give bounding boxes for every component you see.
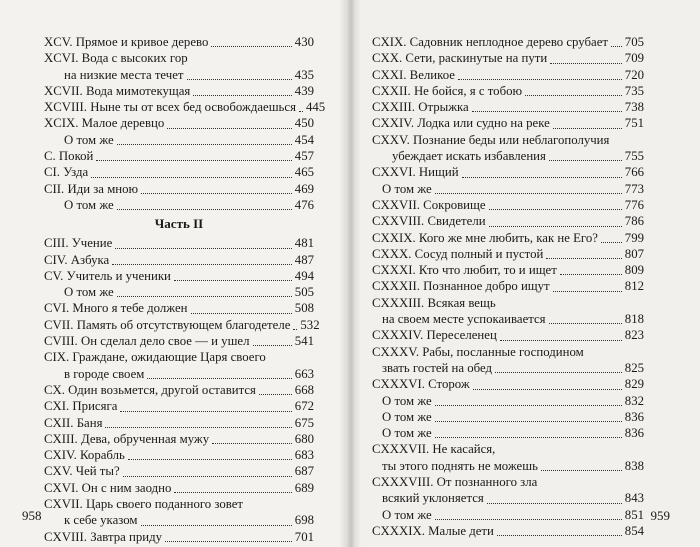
toc-entry-page-number: 836 bbox=[624, 409, 644, 424]
toc-dot-leader bbox=[112, 263, 292, 265]
toc-entry bbox=[372, 441, 644, 457]
toc-entry-title: CXXIII. Отрыжка bbox=[372, 100, 469, 115]
toc-entry-title: CXVII. Царь своего поданного зовет bbox=[44, 497, 244, 512]
toc-entry-page-number: 454 bbox=[294, 132, 314, 147]
toc-entry bbox=[372, 474, 644, 490]
toc-entry bbox=[372, 197, 644, 213]
toc-entry-page-number: 505 bbox=[294, 285, 314, 300]
toc-entry-title: CXV. Чей ты? bbox=[44, 464, 120, 479]
toc-entry-page-number: 476 bbox=[294, 197, 314, 212]
toc-entry-page-number: 773 bbox=[624, 181, 644, 196]
toc-entry-title: CXIV. Корабль bbox=[44, 448, 125, 463]
toc-entry-title: CVIII. Он сделал дело свое — и ушел bbox=[44, 334, 250, 349]
toc-entry bbox=[372, 148, 644, 164]
toc-dot-leader bbox=[435, 192, 622, 194]
toc-entry-page-number: 851 bbox=[624, 507, 644, 522]
toc-entry-title: CI. Узда bbox=[44, 165, 89, 180]
toc-entry-title: XCVII. Вода мимотекущая bbox=[44, 83, 191, 98]
toc-entry-page-number: 541 bbox=[294, 334, 314, 349]
toc-entry-title: О том же bbox=[382, 426, 432, 441]
toc-entry bbox=[44, 366, 314, 382]
toc-entry-title: CXXXVII. Не касайся, bbox=[372, 442, 496, 457]
toc-entry-title: CVI. Много я тебе должен bbox=[44, 301, 188, 316]
toc-entry-title: CXXXI. Кто что любит, то и ищет bbox=[372, 263, 557, 278]
toc-entry-title: CXXVII. Сокровище bbox=[372, 197, 486, 212]
toc-dot-leader bbox=[117, 143, 292, 145]
toc-dot-leader bbox=[96, 159, 291, 161]
toc-entry-title: CXXII. Не бойся, я с тобою bbox=[372, 83, 523, 98]
toc-dot-leader bbox=[141, 192, 292, 194]
toc-entry-page-number: 445 bbox=[305, 100, 326, 115]
toc-dot-leader bbox=[525, 94, 622, 96]
toc-dot-leader bbox=[462, 176, 622, 178]
toc-entry-title: звать гостей на обед bbox=[382, 360, 493, 375]
toc-entry-title: ты этого поднять не можешь bbox=[382, 458, 538, 473]
toc-entry-title: XCIX. Малое деревцо bbox=[44, 116, 165, 131]
toc-entry bbox=[372, 34, 644, 50]
toc-entry-page-number: 720 bbox=[624, 67, 644, 82]
toc-entry-page-number: 807 bbox=[624, 246, 644, 261]
toc-entry-title: на своем месте успокаивается bbox=[382, 312, 546, 327]
toc-entry bbox=[372, 311, 644, 327]
toc-entry-page-number: 755 bbox=[624, 149, 644, 164]
toc-dot-leader bbox=[174, 491, 291, 493]
toc-entry bbox=[372, 50, 644, 66]
toc-entry-title: О том же bbox=[382, 181, 432, 196]
toc-entry bbox=[44, 512, 314, 528]
toc-dot-leader bbox=[120, 410, 291, 412]
toc-dot-leader bbox=[553, 290, 622, 292]
toc-entry-title: CXXV. Познание беды или неблагополучия bbox=[372, 132, 610, 147]
toc-dot-leader bbox=[549, 322, 622, 324]
part-heading: Часть II bbox=[154, 216, 204, 232]
toc-entry bbox=[372, 507, 644, 523]
toc-entry-title: CXII. Баня bbox=[44, 415, 103, 430]
toc-entry bbox=[44, 83, 314, 99]
toc-entry-title: в городе своем bbox=[64, 366, 145, 381]
toc-entry bbox=[372, 99, 644, 115]
toc-dot-leader bbox=[147, 377, 291, 379]
toc-entry bbox=[372, 327, 644, 343]
toc-entry bbox=[44, 317, 320, 333]
toc-dot-leader bbox=[167, 127, 292, 129]
toc-entry-page-number: 439 bbox=[294, 83, 314, 98]
toc-entry-title: CXXIV. Лодка или судно на реке bbox=[372, 116, 550, 131]
toc-entry-page-number: 435 bbox=[294, 67, 314, 82]
left-toc-part-two bbox=[44, 235, 320, 545]
toc-dot-leader bbox=[435, 436, 622, 438]
toc-entry bbox=[44, 235, 314, 251]
toc-entry-title: О том же bbox=[64, 285, 114, 300]
toc-entry bbox=[44, 398, 314, 414]
toc-entry bbox=[44, 463, 314, 479]
toc-dot-leader bbox=[435, 420, 622, 422]
toc-dot-leader bbox=[259, 393, 292, 395]
toc-entry-page-number: 836 bbox=[624, 426, 644, 441]
toc-entry bbox=[44, 197, 314, 213]
toc-entry bbox=[44, 252, 314, 268]
toc-entry-title: CV. Учитель и ученики bbox=[44, 268, 171, 283]
toc-entry bbox=[44, 268, 314, 284]
toc-entry bbox=[372, 393, 644, 409]
toc-entry-title: на низкие места течет bbox=[64, 67, 184, 82]
toc-entry bbox=[372, 83, 644, 99]
toc-entry bbox=[44, 496, 314, 512]
toc-entry-title: CXXI. Великое bbox=[372, 67, 455, 82]
toc-dot-leader bbox=[211, 45, 291, 47]
toc-dot-leader bbox=[91, 176, 292, 178]
toc-entry-page-number: 680 bbox=[294, 431, 314, 446]
toc-dot-leader bbox=[435, 404, 622, 406]
toc-entry-title: CII. Иди за мною bbox=[44, 181, 139, 196]
toc-entry-page-number: 532 bbox=[300, 317, 320, 332]
toc-dot-leader bbox=[500, 339, 622, 341]
toc-entry-title: всякий уклоняется bbox=[382, 491, 484, 506]
toc-entry-title: CXXXIV. Переселенец bbox=[372, 328, 497, 343]
toc-entry-title: О том же bbox=[382, 507, 432, 522]
toc-entry-title: О том же bbox=[382, 409, 432, 424]
toc-dot-leader bbox=[115, 247, 292, 249]
toc-dot-leader bbox=[541, 469, 622, 471]
toc-dot-leader bbox=[489, 208, 622, 210]
left-page bbox=[0, 0, 348, 547]
toc-entry-page-number: 786 bbox=[624, 214, 644, 229]
toc-dot-leader bbox=[611, 45, 622, 47]
toc-entry-title: CXXIX. Кого же мне любить, как не Его? bbox=[372, 230, 598, 245]
toc-entry-page-number: 829 bbox=[624, 377, 644, 392]
toc-entry-page-number: 825 bbox=[624, 360, 644, 375]
toc-entry-title: CIV. Азбука bbox=[44, 252, 110, 267]
toc-entry bbox=[372, 344, 644, 360]
toc-entry-title: XCV. Прямое и кривое дерево bbox=[44, 35, 209, 49]
toc-dot-leader bbox=[123, 475, 292, 477]
toc-entry-title: CX. Один возьмется, другой оставится bbox=[44, 382, 256, 397]
toc-dot-leader bbox=[253, 344, 292, 346]
toc-entry-page-number: 481 bbox=[294, 236, 314, 251]
toc-entry-title: CXXVIII. Свидетели bbox=[372, 214, 486, 229]
toc-dot-leader bbox=[549, 159, 622, 161]
toc-entry-title: CXI. Присяга bbox=[44, 399, 118, 414]
toc-entry bbox=[44, 480, 314, 496]
right-toc bbox=[372, 34, 644, 539]
toc-entry-page-number: 705 bbox=[624, 35, 644, 49]
page-number-right: 959 bbox=[650, 508, 670, 523]
toc-entry-title: CVII. Память об отсутствующем благодетеле bbox=[44, 317, 291, 332]
toc-entry bbox=[44, 148, 314, 164]
toc-entry bbox=[372, 213, 644, 229]
toc-dot-leader bbox=[473, 388, 622, 390]
toc-entry-title: CIX. Граждане, ожидающие Царя своего bbox=[44, 350, 266, 365]
toc-dot-leader bbox=[435, 518, 622, 520]
toc-entry bbox=[44, 67, 314, 83]
toc-entry-title: XCVIII. Ныне ты от всех бед освобождаешься bbox=[44, 100, 296, 115]
toc-entry bbox=[372, 67, 644, 83]
toc-entry bbox=[372, 360, 644, 376]
toc-entry-page-number: 823 bbox=[624, 328, 644, 343]
toc-entry-title: CXXX. Сосуд полный и пустой bbox=[372, 246, 544, 261]
toc-entry-page-number: 494 bbox=[294, 268, 314, 283]
toc-entry-page-number: 487 bbox=[294, 252, 314, 267]
toc-dot-leader bbox=[601, 241, 622, 243]
toc-dot-leader bbox=[174, 279, 292, 281]
toc-entry-page-number: 766 bbox=[624, 165, 644, 180]
toc-dot-leader bbox=[472, 110, 622, 112]
toc-dot-leader bbox=[495, 371, 622, 373]
toc-entry bbox=[372, 230, 644, 246]
toc-entry bbox=[372, 278, 644, 294]
toc-entry-page-number: 663 bbox=[294, 366, 314, 381]
toc-entry-title: CXXXII. Познанное добро ищут bbox=[372, 279, 550, 294]
toc-entry-page-number: 843 bbox=[624, 491, 644, 506]
toc-entry bbox=[44, 447, 314, 463]
toc-entry bbox=[44, 529, 314, 545]
toc-entry-page-number: 687 bbox=[294, 464, 314, 479]
toc-entry-title: CXIII. Дева, обрученная мужу bbox=[44, 431, 210, 446]
toc-entry-title: CXX. Сети, раскинутые на пути bbox=[372, 51, 548, 66]
toc-entry bbox=[44, 382, 314, 398]
toc-entry bbox=[372, 409, 644, 425]
toc-entry bbox=[372, 425, 644, 441]
toc-entry bbox=[372, 164, 644, 180]
toc-entry bbox=[44, 34, 314, 50]
toc-entry-page-number: 854 bbox=[624, 523, 644, 538]
toc-entry-page-number: 465 bbox=[294, 165, 314, 180]
toc-dot-leader bbox=[128, 458, 292, 460]
toc-entry-title: убеждает искать избавления bbox=[392, 149, 546, 164]
right-page bbox=[350, 0, 700, 547]
toc-entry-page-number: 751 bbox=[624, 116, 644, 131]
toc-entry bbox=[372, 458, 644, 474]
toc-dot-leader bbox=[489, 225, 622, 227]
toc-entry-page-number: 698 bbox=[294, 513, 314, 528]
toc-entry bbox=[372, 181, 644, 197]
toc-entry-title: О том же bbox=[64, 197, 114, 212]
toc-entry bbox=[372, 246, 644, 262]
toc-entry bbox=[44, 415, 314, 431]
toc-dot-leader bbox=[165, 540, 292, 542]
toc-entry-title: CXXXVI. Сторож bbox=[372, 377, 470, 392]
toc-dot-leader bbox=[117, 295, 292, 297]
toc-entry-title: CXXVI. Нищий bbox=[372, 165, 459, 180]
toc-entry bbox=[372, 295, 644, 311]
toc-entry-title: CXXXIX. Малые дети bbox=[372, 523, 494, 538]
toc-entry bbox=[44, 284, 314, 300]
toc-entry-title: CXIX. Садовник неплодное дерево срубает bbox=[372, 35, 608, 49]
toc-entry-page-number: 689 bbox=[294, 480, 314, 495]
toc-entry-title: CIII. Учение bbox=[44, 236, 113, 251]
toc-entry-page-number: 701 bbox=[294, 529, 314, 544]
toc-dot-leader bbox=[550, 62, 622, 64]
toc-dot-leader bbox=[141, 524, 292, 526]
toc-dot-leader bbox=[191, 312, 292, 314]
toc-entry-page-number: 675 bbox=[294, 415, 314, 430]
toc-entry bbox=[372, 490, 644, 506]
toc-entry-page-number: 799 bbox=[624, 230, 644, 245]
toc-entry-title: CXXXIII. Всякая вещь bbox=[372, 295, 496, 310]
toc-entry-title: О том же bbox=[382, 393, 432, 408]
toc-dot-leader bbox=[458, 78, 622, 80]
toc-entry-title: XCVI. Вода с высоких гор bbox=[44, 51, 188, 66]
toc-entry bbox=[44, 50, 314, 66]
toc-entry-page-number: 818 bbox=[624, 312, 644, 327]
toc-entry bbox=[44, 99, 326, 115]
toc-dot-leader bbox=[105, 426, 291, 428]
toc-entry-page-number: 672 bbox=[294, 399, 314, 414]
toc-entry-page-number: 508 bbox=[294, 301, 314, 316]
right-toc-list bbox=[372, 34, 644, 539]
toc-entry-page-number: 430 bbox=[294, 35, 314, 49]
book-gutter-shadow bbox=[339, 0, 361, 547]
toc-dot-leader bbox=[193, 94, 292, 96]
toc-dot-leader bbox=[553, 127, 622, 129]
toc-entry bbox=[44, 300, 314, 316]
toc-entry-page-number: 838 bbox=[624, 458, 644, 473]
toc-entry bbox=[44, 164, 314, 180]
toc-entry-title: CXVIII. Завтра приду bbox=[44, 529, 163, 544]
toc-dot-leader bbox=[187, 78, 292, 80]
toc-entry-title: CXXXV. Рабы, посланные господином bbox=[372, 344, 584, 359]
toc-dot-leader bbox=[497, 534, 622, 536]
toc-entry-page-number: 812 bbox=[624, 279, 644, 294]
toc-entry-page-number: 809 bbox=[624, 263, 644, 278]
toc-entry-title: к себе указом bbox=[64, 513, 138, 528]
toc-entry-page-number: 735 bbox=[624, 83, 644, 98]
toc-dot-leader bbox=[293, 328, 297, 330]
toc-entry-page-number: 450 bbox=[294, 116, 314, 131]
left-toc-part-one bbox=[44, 34, 326, 213]
toc-entry-page-number: 457 bbox=[294, 149, 314, 164]
toc-entry-title: CXVI. Он с ним заодно bbox=[44, 480, 172, 495]
toc-entry bbox=[372, 115, 644, 131]
toc-entry-page-number: 683 bbox=[294, 448, 314, 463]
toc-entry bbox=[44, 181, 314, 197]
toc-entry-page-number: 832 bbox=[624, 393, 644, 408]
toc-dot-leader bbox=[546, 257, 621, 259]
toc-entry-title: CXXXVIII. От познанного зла bbox=[372, 475, 538, 490]
left-toc bbox=[44, 34, 326, 545]
toc-entry-page-number: 469 bbox=[294, 181, 314, 196]
page-number-left: 958 bbox=[22, 508, 42, 523]
toc-dot-leader bbox=[212, 442, 292, 444]
toc-entry-page-number: 776 bbox=[624, 197, 644, 212]
toc-dot-leader bbox=[299, 110, 303, 112]
toc-dot-leader bbox=[487, 502, 622, 504]
toc-entry-page-number: 709 bbox=[624, 51, 644, 66]
toc-entry bbox=[44, 115, 314, 131]
toc-entry bbox=[372, 376, 644, 392]
toc-entry-page-number: 668 bbox=[294, 382, 314, 397]
toc-entry-title: О том же bbox=[64, 132, 114, 147]
toc-entry bbox=[372, 132, 644, 148]
toc-dot-leader bbox=[560, 273, 622, 275]
toc-entry bbox=[372, 262, 644, 278]
toc-dot-leader bbox=[117, 208, 292, 210]
toc-entry-title: C. Покой bbox=[44, 149, 94, 164]
toc-entry-page-number: 738 bbox=[624, 100, 644, 115]
toc-entry bbox=[372, 523, 644, 539]
toc-entry bbox=[44, 132, 314, 148]
toc-entry bbox=[44, 431, 314, 447]
toc-entry bbox=[44, 349, 314, 365]
toc-entry bbox=[44, 333, 314, 349]
